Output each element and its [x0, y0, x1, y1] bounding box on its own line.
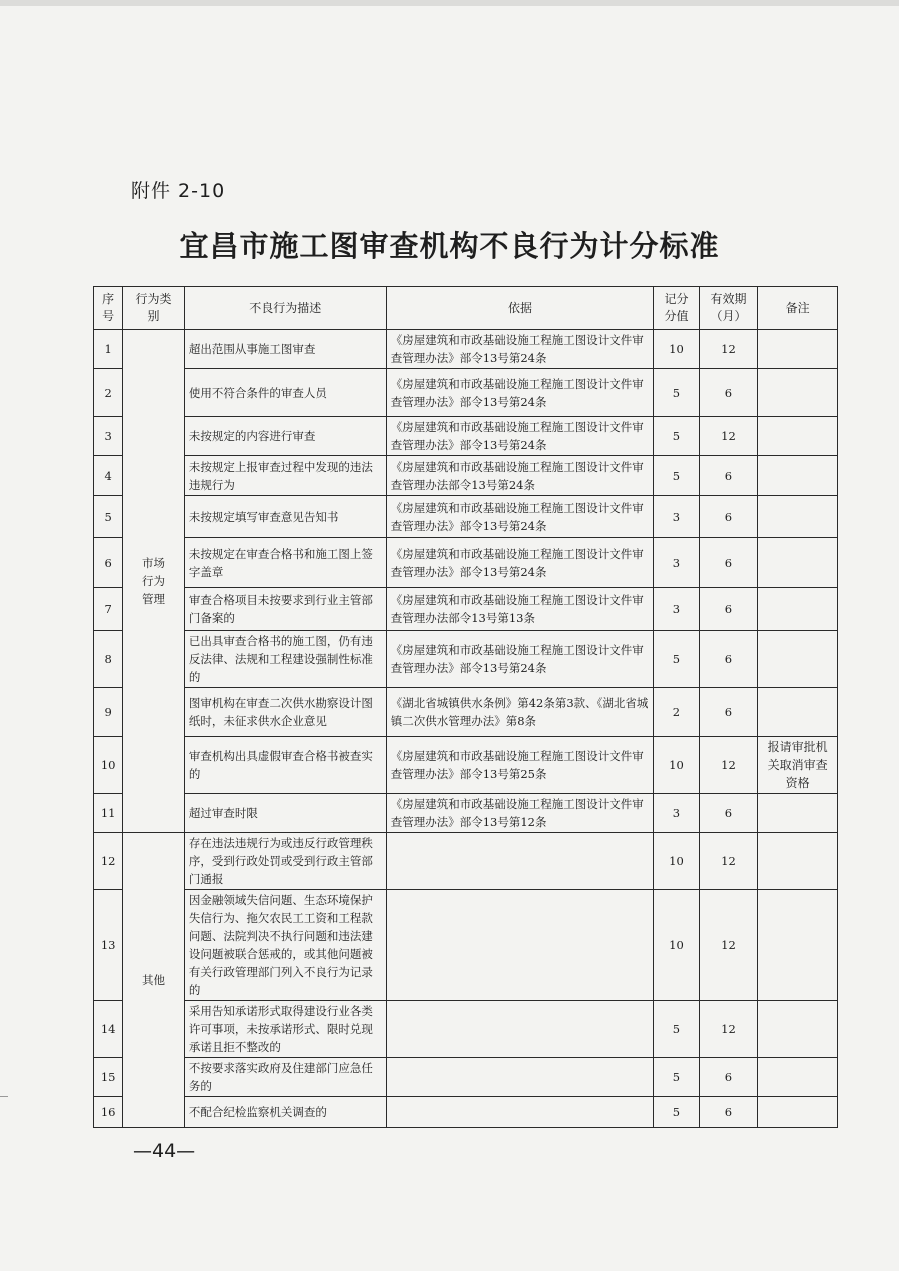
table-row — [94, 833, 838, 890]
row-validity: 6 — [699, 588, 758, 631]
row-points: 5 — [654, 456, 699, 496]
row-basis: 《房屋建筑和市政基础设施工程施工图设计文件审查管理办法》部令13号第24条 — [386, 631, 654, 688]
row-seq: 5 — [94, 496, 123, 538]
attachment-label: 附件 2-10 — [131, 180, 226, 202]
row-validity: 12 — [699, 890, 758, 1001]
row-note — [758, 538, 838, 588]
row-description: 已出具审查合格书的施工图，仍有违反法律、法规和工程建设强制性标准的 — [184, 631, 386, 688]
row-description: 未按规定在审查合格书和施工图上签字盖章 — [184, 538, 386, 588]
margin-mark — [0, 1096, 8, 1097]
row-note — [758, 496, 838, 538]
row-description: 超出范围从事施工图审查 — [184, 330, 386, 369]
page-number: —44— — [133, 1140, 196, 1162]
row-description: 审查合格项目未按要求到行业主管部门备案的 — [184, 588, 386, 631]
table-row — [94, 456, 838, 496]
row-description: 未按规定上报审查过程中发现的违法违规行为 — [184, 456, 386, 496]
row-validity: 12 — [699, 330, 758, 369]
scoring-standard-table — [93, 286, 838, 1128]
row-validity: 6 — [699, 369, 758, 417]
table-row — [94, 890, 838, 1001]
row-validity: 6 — [699, 1058, 758, 1097]
row-validity: 12 — [699, 417, 758, 456]
row-basis: 《房屋建筑和市政基础设施工程施工图设计文件审查管理办法》部令13号第24条 — [386, 538, 654, 588]
row-note — [758, 330, 838, 369]
row-description: 不按要求落实政府及住建部门应急任务的 — [184, 1058, 386, 1097]
table-row — [94, 588, 838, 631]
row-basis: 《房屋建筑和市政基础设施工程施工图设计文件审查管理办法》部令13号第24条 — [386, 369, 654, 417]
row-seq: 12 — [94, 833, 123, 890]
row-points: 5 — [654, 417, 699, 456]
table-row — [94, 1058, 838, 1097]
row-basis — [386, 890, 654, 1001]
row-validity: 6 — [699, 631, 758, 688]
table-row — [94, 794, 838, 833]
table-row — [94, 1001, 838, 1058]
row-validity: 6 — [699, 794, 758, 833]
row-seq: 4 — [94, 456, 123, 496]
header-row — [94, 287, 838, 330]
row-seq: 7 — [94, 588, 123, 631]
row-points: 10 — [654, 737, 699, 794]
row-basis: 《房屋建筑和市政基础设施工程施工图设计文件审查管理办法》部令13号第24条 — [386, 496, 654, 538]
row-description: 使用不符合条件的审查人员 — [184, 369, 386, 417]
row-validity: 6 — [699, 688, 758, 737]
row-seq: 15 — [94, 1058, 123, 1097]
row-description: 图审机构在审查二次供水勘察设计图纸时，未征求供水企业意见 — [184, 688, 386, 737]
row-points: 3 — [654, 496, 699, 538]
table-row — [94, 496, 838, 538]
table-row — [94, 417, 838, 456]
row-note — [758, 1058, 838, 1097]
row-points: 3 — [654, 794, 699, 833]
row-points: 5 — [654, 1058, 699, 1097]
row-points: 10 — [654, 330, 699, 369]
row-points: 3 — [654, 588, 699, 631]
row-description: 不配合纪检监察机关调查的 — [184, 1097, 386, 1128]
row-seq: 14 — [94, 1001, 123, 1058]
category-market-label: 市场行为管理 — [142, 556, 166, 606]
row-seq: 8 — [94, 631, 123, 688]
row-seq: 16 — [94, 1097, 123, 1128]
row-seq: 1 — [94, 330, 123, 369]
row-validity: 6 — [699, 1097, 758, 1128]
header-description: 不良行为描述 — [184, 287, 386, 330]
row-seq: 9 — [94, 688, 123, 737]
row-description: 超过审查时限 — [184, 794, 386, 833]
row-basis: 《房屋建筑和市政基础设施工程施工图设计文件审查管理办法部令13号第24条 — [386, 456, 654, 496]
row-note — [758, 688, 838, 737]
row-validity: 6 — [699, 496, 758, 538]
row-description: 未按规定填写审查意见告知书 — [184, 496, 386, 538]
header-basis: 依据 — [386, 287, 654, 330]
row-basis — [386, 1001, 654, 1058]
row-note — [758, 417, 838, 456]
row-points: 2 — [654, 688, 699, 737]
row-basis: 《房屋建筑和市政基础设施工程施工图设计文件审查管理办法》部令13号第24条 — [386, 330, 654, 369]
row-basis — [386, 1058, 654, 1097]
row-note — [758, 631, 838, 688]
row-validity: 12 — [699, 833, 758, 890]
row-points: 3 — [654, 538, 699, 588]
row-description: 未按规定的内容进行审查 — [184, 417, 386, 456]
row-seq: 11 — [94, 794, 123, 833]
table-row — [94, 688, 838, 737]
header-category: 行为类别 — [123, 287, 185, 330]
row-basis: 《房屋建筑和市政基础设施工程施工图设计文件审查管理办法》部令13号第25条 — [386, 737, 654, 794]
row-validity: 6 — [699, 456, 758, 496]
table-row — [94, 737, 838, 794]
row-validity: 12 — [699, 1001, 758, 1058]
row-basis — [386, 833, 654, 890]
table-row — [94, 330, 838, 369]
row-seq: 6 — [94, 538, 123, 588]
row-basis: 《房屋建筑和市政基础设施工程施工图设计文件审查管理办法》部令13号第24条 — [386, 417, 654, 456]
header-notes: 备注 — [758, 287, 838, 330]
row-description: 存在违法违规行为或违反行政管理秩序，受到行政处罚或受到行政主管部门通报 — [184, 833, 386, 890]
header-validity: 有效期（月） — [699, 287, 758, 330]
row-note — [758, 1097, 838, 1128]
row-seq: 3 — [94, 417, 123, 456]
row-description: 采用告知承诺形式取得建设行业各类许可事项，未按承诺形式、限时兑现承诺且拒不整改的 — [184, 1001, 386, 1058]
row-basis: 《房屋建筑和市政基础设施工程施工图设计文件审查管理办法》部令13号第12条 — [386, 794, 654, 833]
row-note — [758, 890, 838, 1001]
row-note — [758, 369, 838, 417]
row-points: 5 — [654, 631, 699, 688]
table-row — [94, 631, 838, 688]
category-other — [123, 833, 185, 1128]
row-note — [758, 794, 838, 833]
row-note — [758, 833, 838, 890]
row-seq: 10 — [94, 737, 123, 794]
row-points: 5 — [654, 1001, 699, 1058]
row-points: 10 — [654, 833, 699, 890]
row-basis: 《湖北省城镇供水条例》第42条第3款、《湖北省城镇二次供水管理办法》第8条 — [386, 688, 654, 737]
category-other-label: 其他 — [142, 973, 166, 987]
row-validity: 12 — [699, 737, 758, 794]
row-seq: 2 — [94, 369, 123, 417]
row-description: 因金融领域失信问题、生态环境保护失信行为、拖欠农民工工资和工程款问题、法院判决不执行问题和违法建设问题被联合惩戒的，或其他问题被有关行政管理部门列入不良行为记录的 — [184, 890, 386, 1001]
table-row — [94, 538, 838, 588]
row-points: 10 — [654, 890, 699, 1001]
row-description: 审查机构出具虚假审查合格书被查实的 — [184, 737, 386, 794]
row-seq: 13 — [94, 890, 123, 1001]
category-market — [123, 330, 185, 833]
header-points: 记分分值 — [654, 287, 699, 330]
table-row — [94, 1097, 838, 1128]
row-note — [758, 1001, 838, 1058]
row-basis — [386, 1097, 654, 1128]
table-row — [94, 369, 838, 417]
row-note — [758, 456, 838, 496]
row-validity: 6 — [699, 538, 758, 588]
row-points: 5 — [654, 1097, 699, 1128]
row-basis: 《房屋建筑和市政基础设施工程施工图设计文件审查管理办法部令13号第13条 — [386, 588, 654, 631]
row-note — [758, 588, 838, 631]
row-points: 5 — [654, 369, 699, 417]
document-title: 宜昌市施工图审查机构不良行为计分标准 — [179, 229, 720, 263]
header-seq: 序号 — [94, 287, 123, 330]
scan-top-edge — [0, 0, 899, 6]
row-note: 报请审批机关取消审查资格 — [758, 737, 838, 794]
